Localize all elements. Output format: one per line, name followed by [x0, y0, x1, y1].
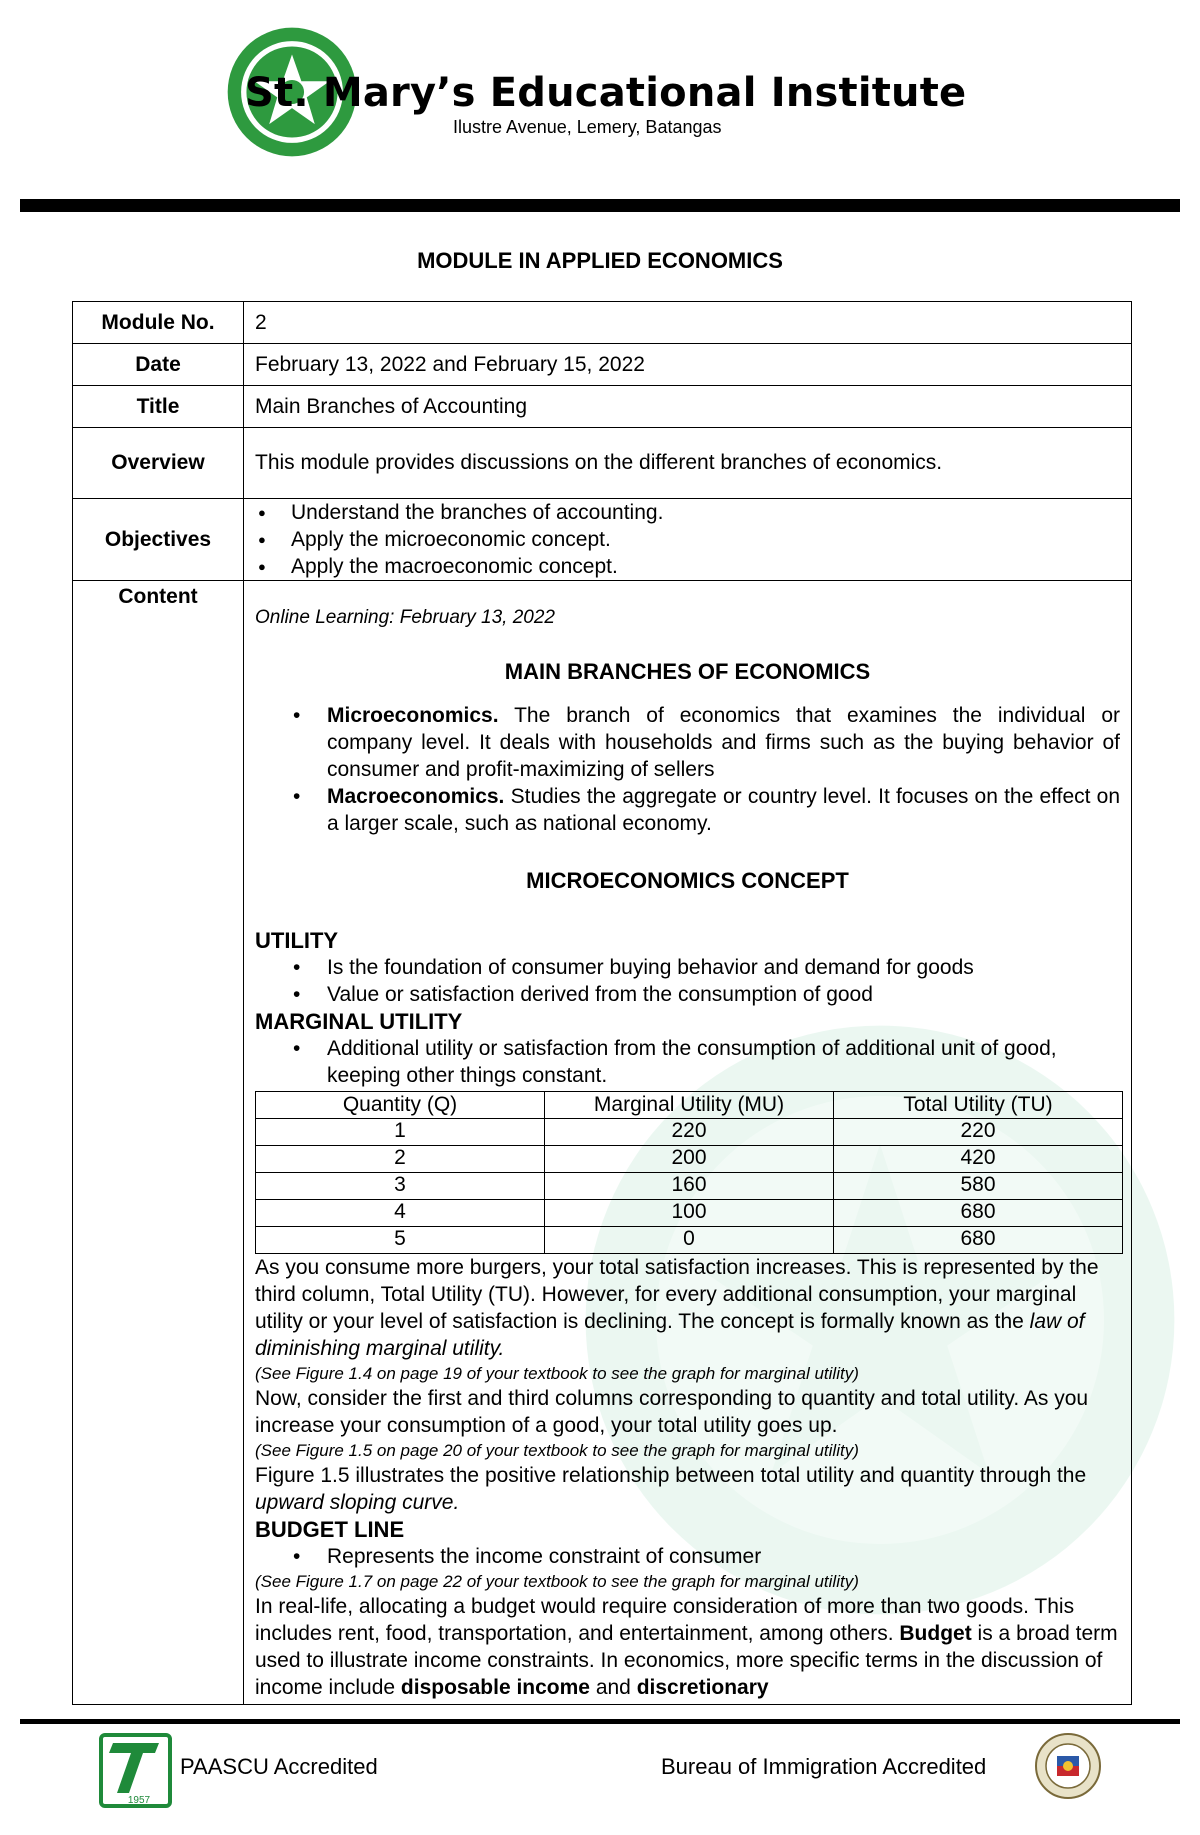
list-item: • Additional utility or satisfaction from the consumption of additional unit of good, keeping other things constant. [327, 1035, 1120, 1089]
branch-list [255, 702, 1120, 837]
figure-note: (See Figure 1.4 on page 19 of your textbook to see the graph for marginal utility) [255, 1364, 859, 1383]
objectives-list [255, 499, 1131, 580]
title-value: Main Branches of Accounting [244, 386, 1132, 428]
table-row [256, 1119, 1123, 1146]
list-item: • Represents the income constraint of consumer [327, 1543, 1120, 1570]
list-item: • Value or satisfaction derived from the consumption of good [327, 981, 1120, 1008]
paragraph-figure-1-5 [255, 1462, 1120, 1516]
table-cell: 160 [545, 1173, 834, 1200]
module-heading: MODULE IN APPLIED ECONOMICS [417, 248, 783, 273]
objective-item: ● Apply the microeconomic concept. [291, 526, 1131, 553]
column-header: Quantity (Q) [256, 1092, 545, 1119]
title-row [73, 386, 1132, 428]
header-divider [20, 199, 1180, 212]
table-cell: 680 [834, 1200, 1123, 1227]
module-info-table [72, 301, 1132, 1705]
title-label: Title [73, 386, 244, 428]
paascu-accredited: PAASCU Accredited [180, 1754, 378, 1779]
main-branches-heading: MAIN BRANCHES OF ECONOMICS [504, 659, 871, 684]
objectives-row [73, 499, 1132, 581]
overview-value: This module provides discussions on the different branches of economics. [244, 428, 1132, 499]
footer-divider [20, 1719, 1180, 1724]
table-cell: 680 [834, 1227, 1123, 1254]
utility-table [255, 1091, 1123, 1254]
table-cell: 100 [545, 1200, 834, 1227]
paragraph-text: In real-life, allocating a budget would require consideration of more than two goods. This includes rent, food, transportation, and entertainment, among others. [255, 1595, 1075, 1645]
table-row [256, 1146, 1123, 1173]
content-body [244, 581, 1132, 1705]
paragraph-text: and [589, 1676, 637, 1699]
macroeconomics-text: Studies the aggregate or country level. It focuses on the effect on a larger scale, such as national economy. [327, 785, 1120, 835]
boi-accredited: Bureau of Immigration Accredited [661, 1754, 987, 1779]
date-label: Date [73, 344, 244, 386]
paragraph-text: Figure 1.5 illustrates the positive relationship between total utility and quantity through the [255, 1464, 1087, 1487]
paragraph-budget [255, 1593, 1120, 1701]
utility-list [255, 954, 1120, 1008]
objective-item: ● Apply the macroeconomic concept. [291, 553, 1131, 580]
table-cell: 0 [545, 1227, 834, 1254]
table-cell: 3 [256, 1173, 545, 1200]
table-cell: 200 [545, 1146, 834, 1173]
date-value: February 13, 2022 and February 15, 2022 [244, 344, 1132, 386]
microeconomics-term: Microeconomics. [327, 704, 499, 727]
branch-item-macroeconomics [327, 783, 1120, 837]
school-address: Ilustre Avenue, Lemery, Batangas [453, 117, 722, 137]
bureau-of-immigration-seal [1034, 1732, 1102, 1800]
table-cell: 5 [256, 1227, 545, 1254]
paascu-year: 1957 [127, 1795, 151, 1806]
macroeconomics-term: Macroeconomics. [327, 785, 505, 808]
bold-term: disposable income [400, 1676, 590, 1699]
table-cell: 220 [545, 1119, 834, 1146]
utility-heading: UTILITY [255, 928, 339, 953]
overview-label: Overview [73, 428, 244, 499]
column-header: Total Utility (TU) [834, 1092, 1123, 1119]
table-cell: 580 [834, 1173, 1123, 1200]
module-number-label: Module No. [73, 302, 244, 344]
module-number-value: 2 [244, 302, 1132, 344]
online-learning-date: Online Learning: February 13, 2022 [255, 607, 555, 628]
table-row [256, 1200, 1123, 1227]
content-row [73, 581, 1132, 1705]
table-row [256, 1227, 1123, 1254]
marginal-utility-list [255, 1035, 1120, 1089]
table-header-row [256, 1092, 1123, 1119]
content-label: Content [118, 585, 198, 608]
paascu-logo [99, 1733, 172, 1808]
content-label-cell [73, 581, 244, 1705]
table-cell: 420 [834, 1146, 1123, 1173]
objectives-label: Objectives [73, 499, 244, 581]
date-row [73, 344, 1132, 386]
figure-note: (See Figure 1.7 on page 22 of your textbook to see the graph for marginal utility) [255, 1572, 859, 1591]
budget-line-heading: BUDGET LINE [255, 1517, 405, 1542]
overview-row [73, 428, 1132, 499]
module-number-row [73, 302, 1132, 344]
paragraph-text: is a broad term used to illustrate income constraints. In economics, more specific terms in the discussion of income include [255, 1622, 1118, 1699]
bold-term: discretionary [636, 1676, 769, 1699]
table-row [256, 1173, 1123, 1200]
objectives-value [244, 499, 1132, 581]
document-header [0, 0, 1200, 200]
bold-term: Budget [899, 1622, 972, 1645]
list-item: • Is the foundation of consumer buying behavior and demand for goods [327, 954, 1120, 981]
microeconomics-text: The branch of economics that examines the individual or company level. It deals with households and firms such as the buying behavior of consumer and profit-maximizing of sellers [327, 704, 1120, 781]
paragraph-total-utility: Now, consider the first and third columns corresponding to quantity and total utility. As you increase your consumption of a good, your total utility goes up. [255, 1387, 1089, 1437]
figure-note: (See Figure 1.5 on page 20 of your textbook to see the graph for marginal utility) [255, 1441, 859, 1460]
emphasis-text: law of diminishing marginal utility. [255, 1310, 1085, 1360]
column-header: Marginal Utility (MU) [545, 1092, 834, 1119]
table-cell: 1 [256, 1119, 545, 1146]
table-cell: 220 [834, 1119, 1123, 1146]
marginal-utility-heading: MARGINAL UTILITY [255, 1009, 463, 1034]
objective-item: ● Understand the branches of accounting. [291, 499, 1131, 526]
branch-item-microeconomics [327, 702, 1120, 783]
budget-line-list [255, 1543, 1120, 1570]
micro-concept-heading: MICROECONOMICS CONCEPT [526, 868, 849, 893]
table-cell: 2 [256, 1146, 545, 1173]
paragraph-text: As you consume more burgers, your total satisfaction increases. This is represented by the third column, Total Utility (TU). However, for every additional consumption, your marginal utility or your level of satisfaction is declining. The concept is formally known as the [255, 1256, 1099, 1333]
paragraph-diminishing-utility [255, 1254, 1120, 1362]
emphasis-text: upward sloping curve. [255, 1491, 460, 1514]
table-cell: 4 [256, 1200, 545, 1227]
school-name: St. Mary’s Educational Institute [245, 70, 967, 116]
